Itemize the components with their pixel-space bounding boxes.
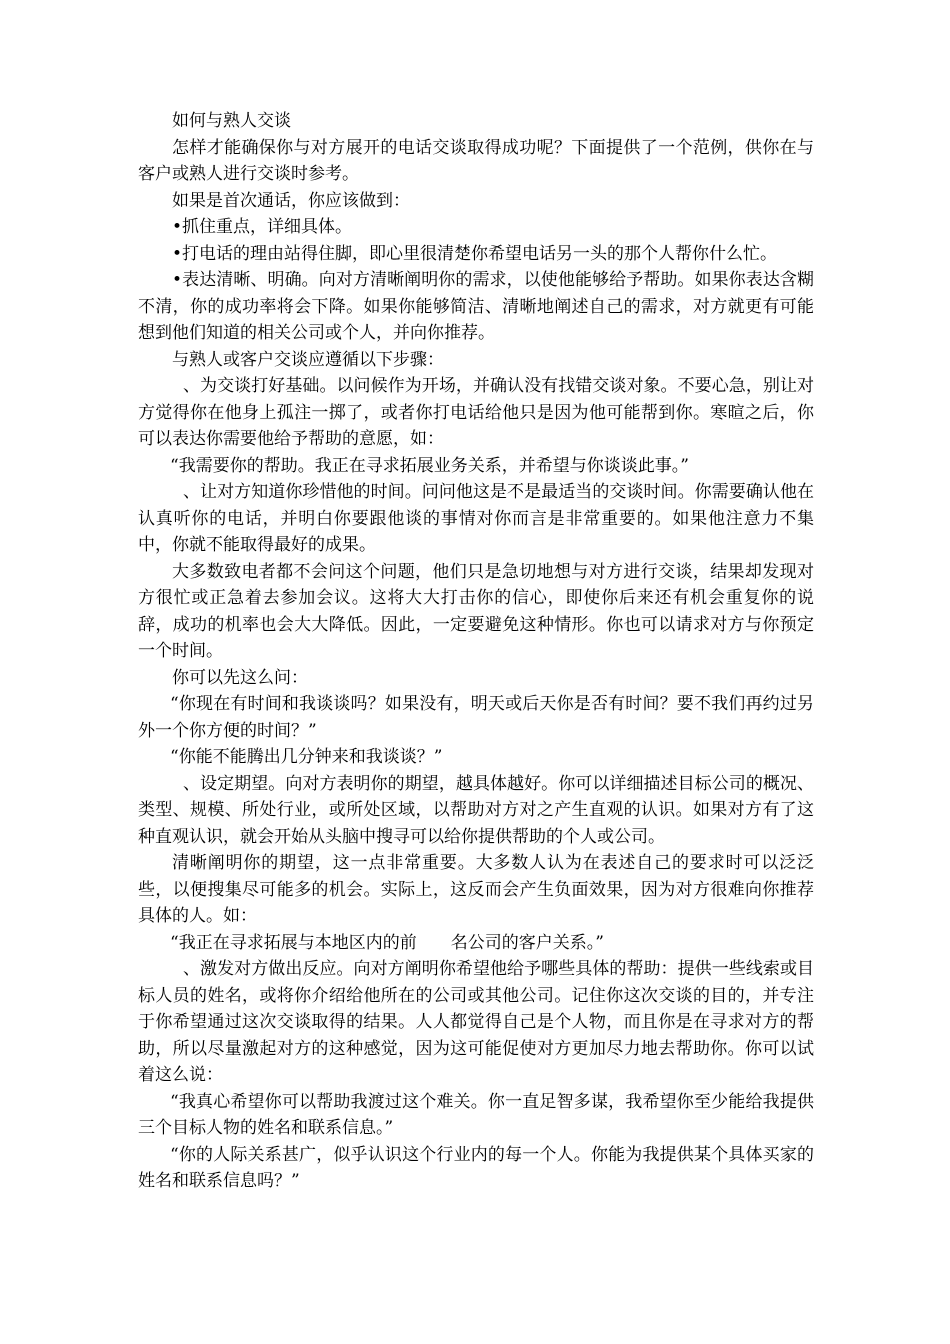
bullet-item: •抓住重点，详细具体。 (172, 217, 353, 237)
quote: “你现在有时间和我谈谈吗？如果没有，明天或后天你是否有时间？要不我们再约过另外一个你方便的时间？” (138, 694, 814, 741)
quote: “我真心希望你可以帮助我渡过这个难关。你一直足智多谋，我希望你至少能给我提供三个目标人物的姓名和联系信息。” (138, 1091, 814, 1138)
paragraph: 怎样才能确保你与对方展开的电话交谈取得成功呢？下面提供了一个范例，供你在与客户或熟人进行交谈时参考。 (138, 137, 814, 184)
document-title: 如何与熟人交谈 (172, 111, 291, 131)
paragraph: 大多数致电者都不会问这个问题，他们只是急切地想与对方进行交谈，结果却发现对方很忙或正急着去参加会议。这将大大打击你的信心，即使你后来还有机会重复你的说辞，成功的机率也会大大降低。因此，一定要避免这种情形。你也可以请求对方与你预定一个时间。 (138, 561, 814, 661)
paragraph: 你可以先这么问： (172, 667, 308, 688)
quote: “你能不能腾出几分钟来和我谈谈？” (170, 747, 443, 767)
bullet-item: •打电话的理由站得住脚，即心里很清楚你希望电话另一头的那个人帮你什么忙。 (172, 243, 778, 264)
step-paragraph: 、激发对方做出反应。向对方阐明你希望他给予哪些具体的帮助：提供一些线索或目标人员的姓名，或将你介绍给他所在的公司或其他公司。记住你这次交谈的目的，并专注于你希望通过这次交谈取得的结果。人人都觉得自己是个人物，而且你是在寻求对方的帮助，所以尽量激起对方的这种感觉，因为这可能促使对方更加尽力地去帮助你。你可以试着这么说： (138, 959, 814, 1085)
step-paragraph: 、设定期望。向对方表明你的期望，越具体越好。你可以详细描述目标公司的概况、类型、规模、所处行业，或所处区域，以帮助对方对之产生直观的认识。如果对方有了这种直观认识，就会开始从头脑中搜寻可以给你提供帮助的个人或公司。 (138, 773, 814, 847)
step-paragraph: 、让对方知道你珍惜他的时间。问问他这是不是最适当的交谈时间。你需要确认他在认真听你的电话，并明白你要跟他谈的事情对你而言是非常重要的。如果他注意力不集中，你就不能取得最好的成果。 (138, 482, 814, 555)
bullet-item: •表达清晰、明确。向对方清晰阐明你的需求，以使他能够给予帮助。如果你表达含糊不清，你的成功率将会下降。如果你能够简洁、清晰地阐述自己的需求，对方就更有可能想到他们知道的相关公司或个人，并向你推荐。 (138, 270, 814, 343)
paragraph: 清晰阐明你的期望，这一点非常重要。大多数人认为在表述自己的要求时可以泛泛些，以便搜集尽可能多的机会。实际上，这反而会产生负面效果，因为对方很难向你推荐具体的人。如： (138, 853, 814, 926)
step-paragraph: 、为交谈打好基础。以问候作为开场，并确认没有找错交谈对象。不要心急，别让对方觉得你在他身上孤注一掷了，或者你打电话给他只是因为他可能帮到你。寒暄之后，你可以表达你需要他给予帮助的意愿，如： (138, 376, 814, 449)
paragraph: 与熟人或客户交谈应遵循以下步骤： (172, 349, 444, 370)
quote: “我正在寻求拓展与本地区内的前 名公司的客户关系。” (170, 932, 604, 953)
quote: “你的人际关系甚广，似乎认识这个行业内的每一个人。你能为我提供某个具体买家的姓名和联系信息吗？” (138, 1144, 814, 1191)
document-body (138, 108, 814, 1195)
paragraph: 如果是首次通话，你应该做到： (172, 190, 410, 211)
quote: “我需要你的帮助。我正在寻求拓展业务关系，并希望与你谈谈此事。” (170, 455, 689, 476)
